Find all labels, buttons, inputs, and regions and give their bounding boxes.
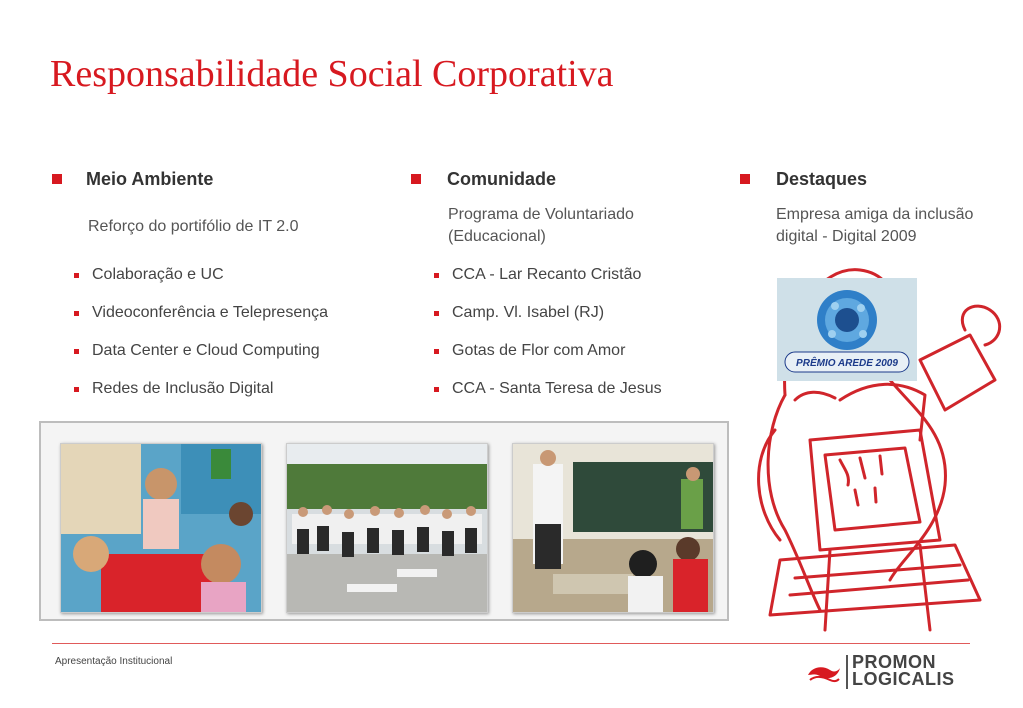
list-item: CCA - Lar Recanto Cristão bbox=[434, 265, 662, 303]
award-image bbox=[777, 278, 917, 381]
column-title: Destaques bbox=[776, 168, 868, 189]
award-label: PRÊMIO AREDE 2009 bbox=[796, 358, 898, 369]
square-bullet-icon bbox=[740, 174, 750, 184]
logo-swoosh-icon bbox=[806, 661, 842, 685]
photo-group bbox=[286, 443, 488, 613]
bullet-icon bbox=[434, 311, 439, 316]
square-bullet-icon bbox=[411, 174, 421, 184]
bullet-icon bbox=[74, 311, 79, 316]
column-subtitle: Reforço do portifólio de IT 2.0 bbox=[88, 218, 299, 235]
list-item: Camp. Vl. Isabel (RJ) bbox=[434, 303, 662, 341]
logo-divider bbox=[846, 655, 848, 689]
column-destaques bbox=[740, 168, 867, 190]
footer-divider bbox=[52, 643, 970, 644]
photo-classroom bbox=[512, 443, 714, 613]
list-item: Colaboração e UC bbox=[74, 265, 328, 303]
bullet-icon bbox=[434, 273, 439, 278]
footer-text: Apresentação Institucional bbox=[55, 656, 173, 667]
column-meio-ambiente bbox=[52, 168, 213, 190]
page-title: Responsabilidade Social Corporativa bbox=[50, 53, 614, 95]
column-title: Meio Ambiente bbox=[86, 168, 214, 189]
column-comunidade bbox=[411, 168, 556, 190]
bullet-icon bbox=[74, 273, 79, 278]
list-item: Data Center e Cloud Computing bbox=[74, 341, 328, 379]
logo-wordmark: PROMON LOGICALIS bbox=[852, 652, 955, 689]
photo-gallery bbox=[39, 421, 729, 621]
bullet-icon bbox=[74, 349, 79, 354]
column-subtitle: Empresa amiga da inclusão digital - Digital 2009 bbox=[776, 206, 974, 245]
column-subtitle: Programa de Voluntariado (Educacional) bbox=[448, 206, 634, 245]
list-item: CCA - Santa Teresa de Jesus bbox=[434, 379, 662, 417]
photo-children bbox=[60, 443, 262, 613]
company-logo bbox=[806, 652, 976, 691]
list-item: Redes de Inclusão Digital bbox=[74, 379, 328, 417]
list-item: Gotas de Flor com Amor bbox=[434, 341, 662, 379]
bullet-icon bbox=[74, 387, 79, 392]
bullet-list-meio-ambiente bbox=[74, 265, 328, 417]
square-bullet-icon bbox=[52, 174, 62, 184]
bullet-list-comunidade bbox=[434, 265, 662, 417]
bullet-icon bbox=[434, 349, 439, 354]
list-item: Videoconferência e Telepresença bbox=[74, 303, 328, 341]
bullet-icon bbox=[434, 387, 439, 392]
column-title: Comunidade bbox=[447, 168, 557, 189]
